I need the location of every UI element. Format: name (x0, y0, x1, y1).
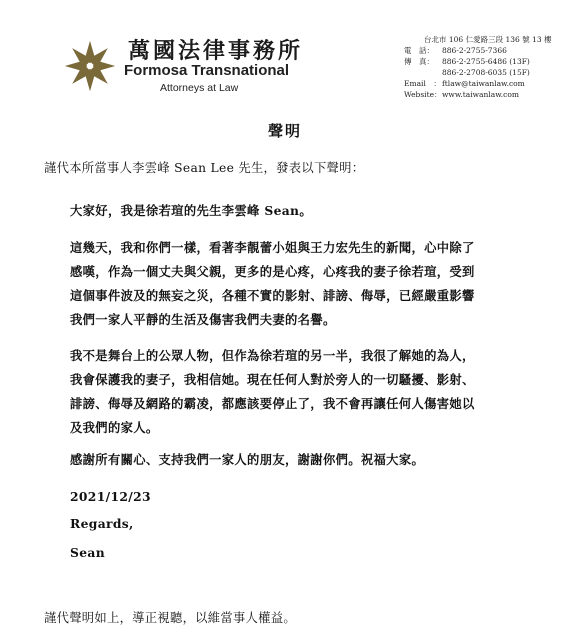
paragraph-1-line: 感嘆，作為一個丈夫與父親，更多的是心疼，心疼我的妻子徐若瑄，受到 (70, 264, 475, 279)
website-value[interactable]: www.taiwanlaw.com (442, 90, 519, 99)
phone-value: 886-2-2755-7366 (442, 46, 507, 55)
paragraph-2-line: 誹謗、侮辱及網路的霸凌，都應該要停止了，我不會再讓任何人傷害她以 (70, 396, 475, 411)
firm-address: 台北市 106 仁愛路三段 136 號 13 樓 (424, 35, 552, 44)
website-row (404, 89, 551, 100)
paragraph-1-line: 這個事件波及的無妄之災，各種不實的影射、誹謗、侮辱，已經嚴重影響 (70, 288, 475, 303)
website-label: Website： (404, 90, 442, 99)
paragraph-2-line: 及我們的家人。 (70, 420, 159, 435)
document-date: 2021/12/23 (70, 489, 151, 504)
paragraph-2-line: 我不是舞台上的公眾人物，但作為徐若瑄的另一半，我很了解她的為人， (70, 348, 475, 363)
paragraph-1-line: 我們一家人平靜的生活及傷害我們夫妻的名譽。 (70, 312, 336, 327)
email-value[interactable]: ftlaw@taiwanlaw.com (442, 79, 525, 88)
document-title: 聲明 (267, 122, 302, 140)
greeting-line: 大家好，我是徐若瑄的先生李雲峰 Sean。 (70, 203, 312, 218)
firm-name-english: Formosa Transnational (124, 62, 290, 79)
firm-subtitle: Attorneys at Law (160, 82, 239, 94)
fax-value-1: 886-2-2755-6486 (13F) (442, 57, 530, 66)
firm-name-chinese: 萬國法律事務所 (128, 38, 304, 64)
paragraph-1-line: 這幾天，我和你們一樣，看著李靚蕾小姐與王力宏先生的新聞，心中除了 (70, 240, 475, 255)
closing-line: 謹代聲明如上，導正視聽，以維當事人權益。 (44, 611, 296, 625)
fax-row (404, 56, 551, 67)
fax-value-2: 886-2-2708-6035 (15F) (442, 68, 530, 77)
paragraph-2-line: 我會保護我的妻子，我相信她。現在任何人對於旁人的一切騷擾、影射、 (70, 372, 475, 387)
firm-logo-icon (62, 38, 118, 94)
fax-label: 傳 真： (404, 57, 434, 66)
phone-row (404, 45, 551, 56)
email-label: Email ： (404, 79, 441, 88)
paragraph-2 (70, 344, 530, 440)
regards-line: Regards, (70, 516, 134, 531)
thanks-line: 感謝所有關心、支持我們一家人的朋友，謝謝你們。祝福大家。 (70, 452, 425, 467)
email-row (404, 78, 551, 89)
contact-block (404, 34, 551, 100)
fax-row-2 (404, 67, 551, 78)
signature-name: Sean (70, 545, 106, 560)
phone-label: 電 話： (404, 46, 434, 55)
intro-line: 謹代本所當事人李雲峰 Sean Lee 先生，發表以下聲明： (44, 161, 365, 175)
paragraph-1 (70, 236, 530, 332)
